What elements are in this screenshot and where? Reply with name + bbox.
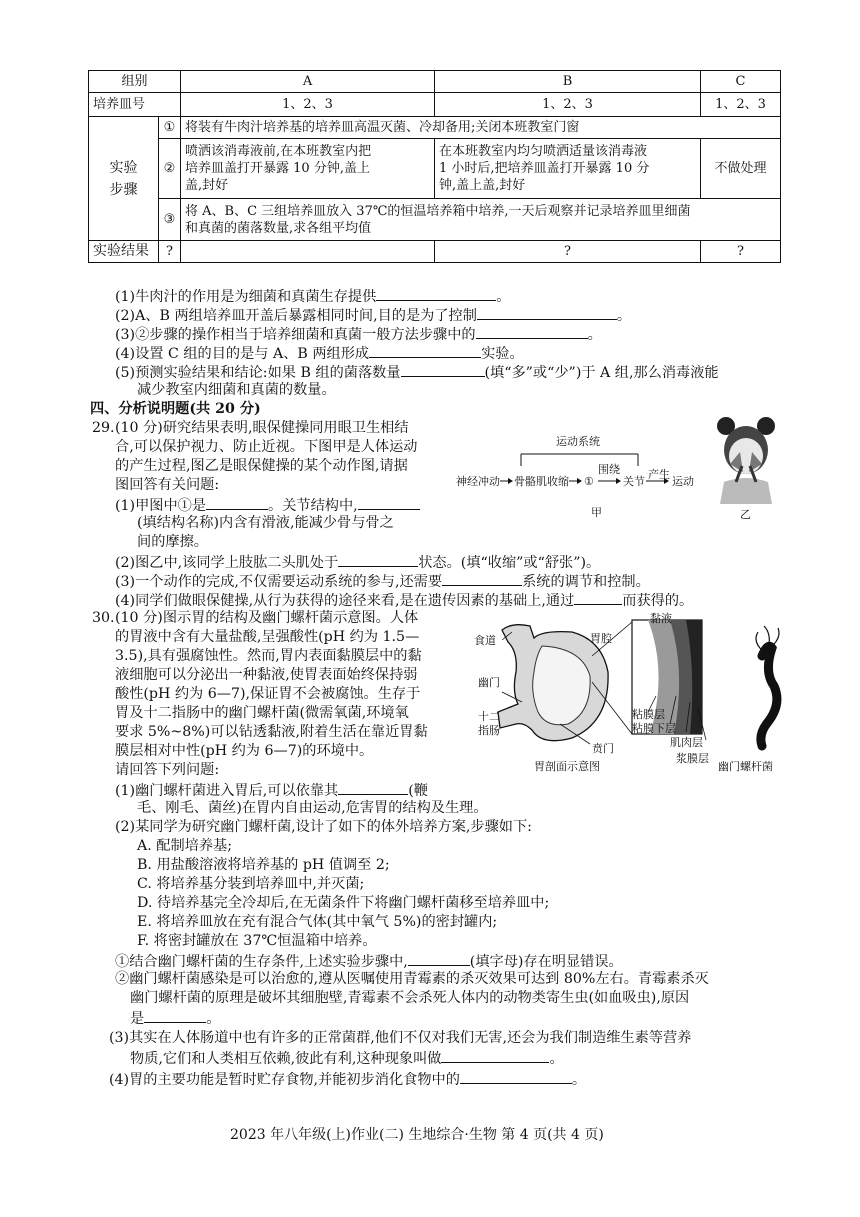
q30-1-cont: 毛、刚毛、菌丝)在胃内自由运动,危害胃的结构及生理。	[137, 800, 488, 816]
answer-blank[interactable]	[442, 571, 522, 586]
answer-blank[interactable]	[206, 495, 268, 510]
dish-c: 1、2、3	[701, 93, 781, 117]
q30-4: (4)胃的主要功能是暂时贮存食物,并能初步消化食物中的 。	[109, 1069, 586, 1090]
label-motion-system: 运动系统	[556, 435, 600, 448]
label-mucosa: 粘膜层	[632, 708, 665, 721]
q30-prompt: 请回答下列问题:	[115, 762, 220, 778]
q28-2: (2)A、B 两组培养皿开盖后暴露相同时间,目的是为了控制 。	[115, 305, 631, 326]
q30-3-cont: 物质,它们和人类相互依赖,彼此有利,这种现象叫做 。	[130, 1048, 564, 1069]
label-duodenum-1: 十二	[478, 710, 500, 723]
label-bacteria: 幽门螺杆菌	[718, 760, 773, 773]
q30-2-2-cont: 幽门螺杆菌的原理是破坏其细胞壁,青霉素不会杀死人体内的动物类寄生虫(如血吸虫),原因	[130, 990, 690, 1006]
girl-eye-exercise-illustration	[706, 412, 786, 508]
label-around: 围绕	[598, 463, 620, 476]
q29-1-cont2: 间的摩擦。	[137, 534, 208, 550]
result-c: ?	[701, 241, 781, 263]
q29-4: (4)同学们做眼保健操,从行为获得的途径来看,是在遗传因素的基础上,通过 而获得的。	[115, 590, 693, 611]
q30-stem-8: 膜层相对中性(pH 约为 6—7)的环境中。	[115, 743, 374, 759]
answer-blank[interactable]	[144, 1008, 206, 1023]
q29-stem-3: 的产生过程,图乙是眼保健操的某个动作图,请据	[115, 458, 408, 474]
answer-blank[interactable]	[401, 362, 485, 377]
result-b: ?	[435, 241, 701, 263]
answer-blank[interactable]	[408, 951, 470, 966]
step2-b: 在本班教室内均匀喷洒适量该消毒液 1 小时后,把培养皿盖打开暴露 10 分 钟,盖上盖,封好	[435, 139, 701, 199]
step3-text: 将 A、B、C 三组培养皿放入 37℃的恒温培养箱中培养,一天后观察并记录培养皿里细菌 和真菌的菌落数量,求各组平均值	[181, 199, 781, 241]
answer-blank[interactable]	[338, 780, 408, 795]
label-circle-1: ①	[584, 475, 594, 488]
header-group: 组别	[89, 71, 181, 93]
q30-1: (1)幽门螺杆菌进入胃后,可以依靠其 (鞭	[115, 780, 428, 801]
figure-yi-girl	[706, 412, 786, 522]
result-spacer	[181, 241, 435, 263]
label-motion: 运动	[672, 475, 694, 488]
label-yi: 乙	[740, 508, 751, 521]
q29-stem-4: 图回答有关问题:	[115, 477, 220, 493]
q29-1: (1)甲图中①是 。关节结构中,	[115, 495, 420, 516]
label-duodenum-2: 指肠	[478, 724, 500, 737]
q29-1-cont: (填结构名称)内含有滑液,能减少骨与骨之	[137, 515, 394, 531]
q29-3: (3)一个动作的完成,不仅需要运动系统的参与,还需要 系统的调节和控制。	[115, 571, 650, 592]
q28-3: (3)②步骤的操作相当于培养细菌和真菌一般方法步骤中的 。	[115, 324, 602, 345]
label-muscle-contract: 骨骼肌收缩	[514, 475, 569, 488]
group-b: B	[435, 71, 701, 93]
answer-blank[interactable]	[460, 1069, 572, 1084]
stomach-illustration	[472, 612, 802, 776]
q29-stem-1: (10 分)研究结果表明,眼保健操同用眼卫生相结	[115, 420, 409, 436]
q28-5-cont: 减少教室内细菌和真菌的数量。	[137, 382, 336, 398]
label-serosa: 浆膜层	[676, 752, 709, 765]
answer-blank[interactable]	[358, 495, 420, 510]
q30-step-b: B. 用盐酸溶液将培养基的 pH 值调至 2;	[137, 857, 390, 873]
header-steps: 实验 步骤	[89, 117, 159, 241]
step-num-3: ③	[159, 199, 181, 241]
step2-a: 喷洒该消毒液前,在本班教室内把 培养皿盖打开暴露 10 分钟,盖上 盖,封好	[181, 139, 435, 199]
answer-blank[interactable]	[369, 343, 481, 358]
label-cardia: 贲门	[592, 742, 614, 755]
q30-2-2-cont2: 是 。	[130, 1008, 220, 1029]
dish-b: 1、2、3	[435, 93, 701, 117]
q30-stem-3: 3.5),具有强腐蚀性。然而,胃内表面黏膜层中的黏	[115, 648, 422, 664]
result-a: ?	[159, 241, 181, 263]
dish-a: 1、2、3	[181, 93, 435, 117]
label-muscular: 肌肉层	[670, 736, 703, 749]
label-stomach-cavity: 胃腔	[590, 632, 612, 645]
label-mucus: 黏液	[650, 612, 672, 625]
label-jia: 甲	[591, 506, 602, 519]
q30-number: 30.	[92, 610, 115, 626]
q28-4: (4)设置 C 组的目的是与 A、B 两组形成 实验。	[115, 343, 524, 364]
q30-step-f: F. 将密封罐放在 37℃恒温箱中培养。	[137, 933, 377, 949]
header-result: 实验结果	[89, 241, 159, 263]
q29-2: (2)图乙中,该同学上肢肱二头肌处于 状态。(填“收缩”或“舒张”)。	[115, 552, 600, 573]
q30-2-2: ②幽门螺杆菌感染是可以治愈的,遵从医嘱使用青霉素的杀灭效果可达到 80%左右。青霉素杀灭	[115, 971, 709, 987]
label-produce: 产生	[648, 468, 670, 481]
q30-2: (2)某同学为研究幽门螺杆菌,设计了如下的体外培养方案,步骤如下:	[115, 819, 532, 835]
q30-stem-6: 胃及十二指肠中的幽门螺杆菌(微需氧菌,环境氧	[115, 705, 409, 721]
q29-stem-2: 合,可以保护视力、防止近视。下图甲是人体运动	[115, 439, 418, 455]
q28-1: (1)牛肉汁的作用是为细菌和真菌生存提供 。	[115, 286, 511, 307]
answer-blank[interactable]	[376, 286, 496, 301]
section-title: 四、分析说明题(共 20 分)	[90, 401, 261, 417]
header-dish: 培养皿号	[89, 93, 181, 117]
answer-blank[interactable]	[441, 1048, 549, 1063]
step1-text: 将装有牛肉汁培养基的培养皿高温灭菌、冷却备用;关闭本班教室门窗	[181, 117, 781, 139]
label-stomach-caption: 胃剖面示意图	[534, 760, 600, 773]
page-footer: 2023 年八年级(上)作业(二) 生地综合·生物 第 4 页(共 4 页)	[230, 1127, 604, 1143]
step-num-1: ①	[159, 117, 181, 139]
q30-step-d: D. 待培养基完全冷却后,在无菌条件下将幽门螺杆菌移至培养皿中;	[137, 895, 550, 911]
experiment-table	[88, 70, 781, 263]
q30-3: (3)其实在人体肠道中也有许多的正常菌群,他们不仅对我们无害,还会为我们制造维生素等营养	[109, 1030, 692, 1046]
figure-jia-flow	[456, 432, 704, 522]
q29-number: 29.	[92, 420, 115, 436]
answer-blank[interactable]	[574, 590, 622, 605]
group-c: C	[701, 71, 781, 93]
q30-stem-7: 要求 5%~8%)可以钻透黏液,附着生活在靠近胃黏	[115, 724, 428, 740]
q30-step-e: E. 将培养皿放在充有混合气体(其中氧气 5%)的密封罐内;	[137, 914, 498, 930]
label-submucosa: 粘膜下层	[632, 722, 676, 735]
q30-2-1: ①结合幽门螺杆菌的生存条件,上述实验步骤中, (填字母)存在明显错误。	[115, 951, 623, 972]
q28-5: (5)预测实验结果和结论:如果 B 组的菌落数量 (填“多”或“少”)于 A 组,那么消毒液能	[115, 362, 719, 383]
q30-stem-4: 液细胞可以分泌出一种黏液,使胃表面始终保持弱	[115, 667, 418, 683]
label-nerve-impulse: 神经冲动	[456, 475, 500, 488]
q30-stem-5: 酸性(pH 约为 6—7),保证胃不会被腐蚀。生存于	[115, 686, 421, 702]
label-pylorus: 幽门	[478, 676, 500, 689]
q30-step-a: A. 配制培养基;	[137, 838, 232, 854]
figure-stomach	[472, 612, 802, 776]
answer-blank[interactable]	[476, 324, 588, 339]
q30-stem-2: 的胃液中含有大量盐酸,呈强酸性(pH 约为 1.5—	[115, 629, 420, 645]
answer-blank[interactable]	[338, 552, 418, 567]
group-a: A	[181, 71, 435, 93]
step2-c: 不做处理	[701, 139, 781, 199]
label-esophagus: 食道	[474, 634, 496, 647]
label-joint: 关节	[623, 475, 645, 488]
step-num-2: ②	[159, 139, 181, 199]
q30-stem-1: (10 分)图示胃的结构及幽门螺杆菌示意图。人体	[115, 610, 419, 626]
answer-blank[interactable]	[477, 305, 617, 320]
q30-step-c: C. 将培养基分装到培养皿中,并灭菌;	[137, 876, 365, 892]
